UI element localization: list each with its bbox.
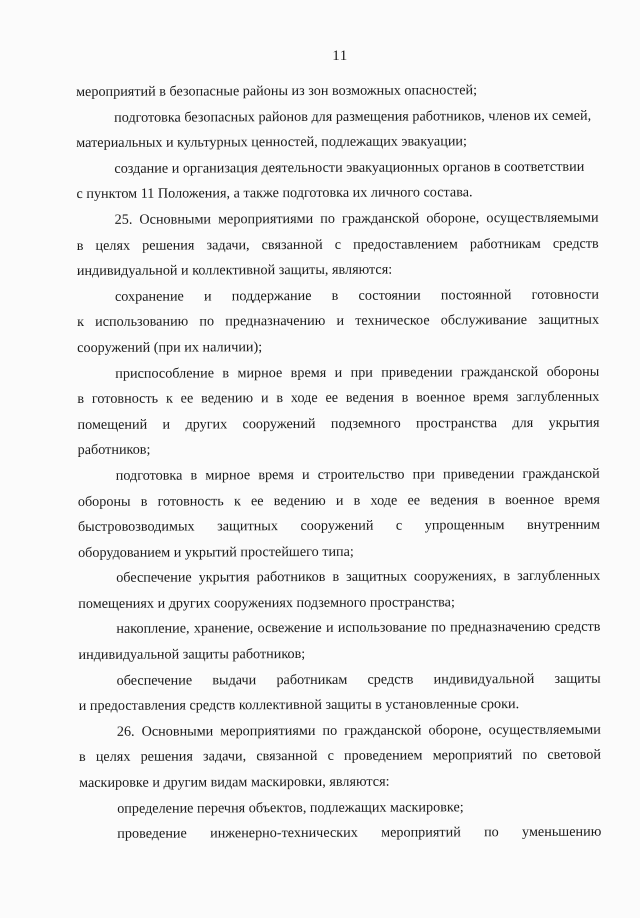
text-line: и предоставления средств коллективной защиты в установленные сроки.	[78, 696, 520, 715]
text-line: проведение инженерно-технических мероприятий по уменьшению	[117, 823, 602, 843]
text-line: подготовка безопасных районов для размещения работников, членов их семей,	[114, 107, 592, 126]
text-line: накопление, хранение, освежение и использование по предназначению средств	[116, 619, 601, 638]
text-line: быстровозводимых защитных сооружений с упрощенным внутренним	[77, 516, 600, 536]
text-line: приспособление в мирное время и при приведении гражданской обороны	[115, 363, 600, 382]
text-line: обороны в готовность к ее ведению и в ходе ее ведения в военное время	[77, 491, 600, 510]
text-line: обеспечение укрытия работников в защитных сооружениях, в заглубленных	[116, 567, 601, 587]
text-line: помещениях и других сооружениях подземного пространства;	[78, 594, 455, 612]
text-line: в готовность к ее ведению и в ходе ее ведения в военное время заглубленных	[77, 388, 600, 408]
text-line: работников;	[77, 441, 151, 459]
text-line: помещений и других сооружений подземного пространства для укрытия	[77, 414, 600, 433]
document-body	[76, 78, 601, 848]
text-line: оборудованием и укрытий простейшего типа;	[78, 543, 354, 561]
text-line: 25. Основными мероприятиями по гражданской обороне, осуществляемыми	[114, 209, 599, 228]
page-number: 11	[332, 48, 348, 64]
text-line: создание и организация деятельности эвакуационных органов в соответствии	[114, 158, 585, 177]
text-line: определение перечня объектов, подлежащих маскировке;	[117, 798, 464, 817]
text-line: в целях решения задачи, связанной с проведением мероприятий по световой	[78, 747, 601, 766]
text-line: подготовка в мирное время и строительство при приведении гражданской	[115, 465, 600, 484]
text-line: индивидуальной защиты работников;	[78, 646, 306, 664]
text-line: материальных и культурных ценностей, подлежащих эвакуации;	[76, 133, 467, 152]
text-line: мероприятий в безопасные районы из зон возможных опасностей;	[76, 82, 478, 100]
text-line: сооружений (при их наличии);	[77, 339, 263, 356]
text-line: с пунктом 11 Положения, а также подготовка их личного состава.	[76, 184, 473, 203]
text-line: маскировке и другим видам маскировки, являются:	[79, 773, 390, 792]
text-line: 26. Основными мероприятиями по гражданской обороне, осуществляемыми	[116, 721, 601, 740]
text-line: обеспечение выдачи работникам средств индивидуальной защиты	[116, 670, 601, 689]
text-line: в целях решения задачи, связанной с предоставлением работникам средств	[76, 235, 599, 254]
text-line: к использованию по предназначению и техническое обслуживание защитных	[77, 312, 600, 331]
text-line: сохранение и поддержание в состоянии постоянной готовности	[114, 286, 599, 305]
text-line: индивидуальной и коллективной защиты, являются:	[76, 261, 393, 280]
